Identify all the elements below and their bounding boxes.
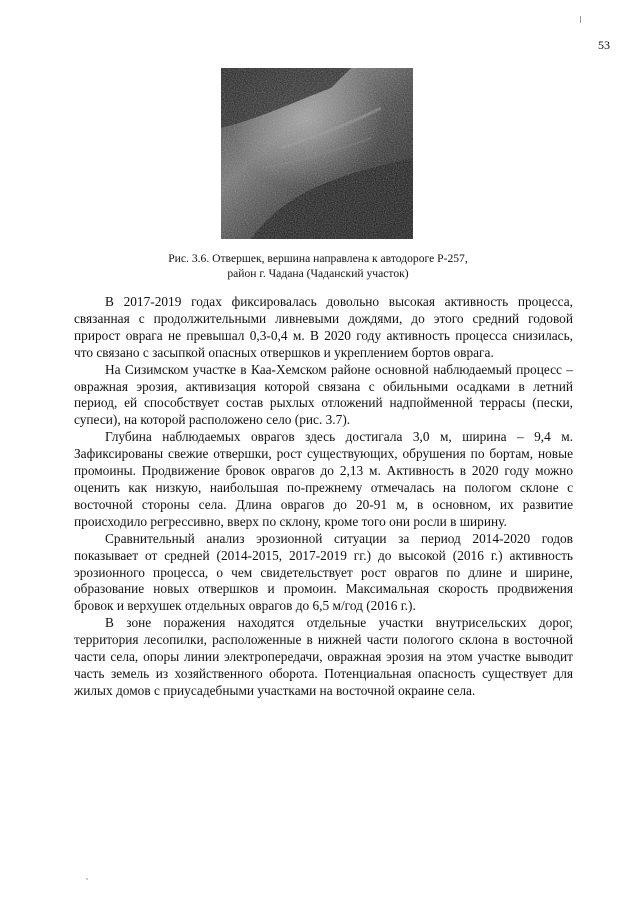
ravine-photo-image <box>221 68 413 239</box>
paragraph: На Сизимском участке в Каа-Хемском районе основной наблюдаемый процесс – овражная эрозия, активизация которой связана с обильными осадками в летний период, ей способствует состав рыхлых отложений надпойменной террасы (пески, супеси), на которой расположено село (рис. 3.7). <box>74 361 573 428</box>
scan-artifact <box>86 878 88 880</box>
scan-artifact <box>580 16 581 23</box>
ravine-photo <box>221 68 413 239</box>
paragraph: В зоне поражения находятся отдельные участки внутрисельских дорог, территория лесопилки, расположенные в нижней части пологого склона в восточной части села, опоры линии электропередачи, овражная эрозия на этом участке выводит часть земель из хозяйственного оборота. Потенциальная опасность существует для жилых домов с приусадебными участками на восточной окраине села. <box>74 615 573 698</box>
figure-caption <box>100 251 536 281</box>
body-text <box>74 294 573 700</box>
figure-caption-line-1: Рис. 3.6. Отвершек, вершина направлена к автодороге Р-257, <box>168 252 468 265</box>
paragraph: Сравнительный анализ эрозионной ситуации за период 2014-2020 годов показывает от средней (2014-2015, 2017-2019 гг.) до высокой (2016 г.) активность эрозионного процесса, о чем свидетельствует рост оврагов по длине и ширине, образование новых отвершков и промоин. Максимальная скорость продвижения бровок и верхушек отдельных оврагов до 6,5 м/год (2016 г.). <box>74 530 573 614</box>
figure-caption-line-2: район г. Чадана (Чаданский участок) <box>227 267 409 280</box>
paragraph: Глубина наблюдаемых оврагов здесь достигала 3,0 м, ширина – 9,4 м. Зафиксированы свежие отвершки, рост существующих, обрушения по бортам, новые промоины. Продвижение бровок оврагов до 2,13 м. Активность в 2020 году можно оценить как низкую, наибольшая по-прежнему отмечалась на пологом склоне с восточной стороны села. Длина оврагов до 20-91 м, в основном, их развитие происходило регрессивно, вверх по склону, кроме того они росли в ширину. <box>74 429 573 529</box>
paragraph: В 2017-2019 годах фиксировалась довольно высокая активность процесса, связанная с продолжительными ливневыми дождями, до этого средний годовой прирост оврага не превышал 0,3-0,4 м. В 2020 году активность процесса снизилась, что связано с засыпкой опасных отвершков и укреплением бортов оврага. <box>74 294 573 360</box>
page-number: 53 <box>598 38 610 52</box>
